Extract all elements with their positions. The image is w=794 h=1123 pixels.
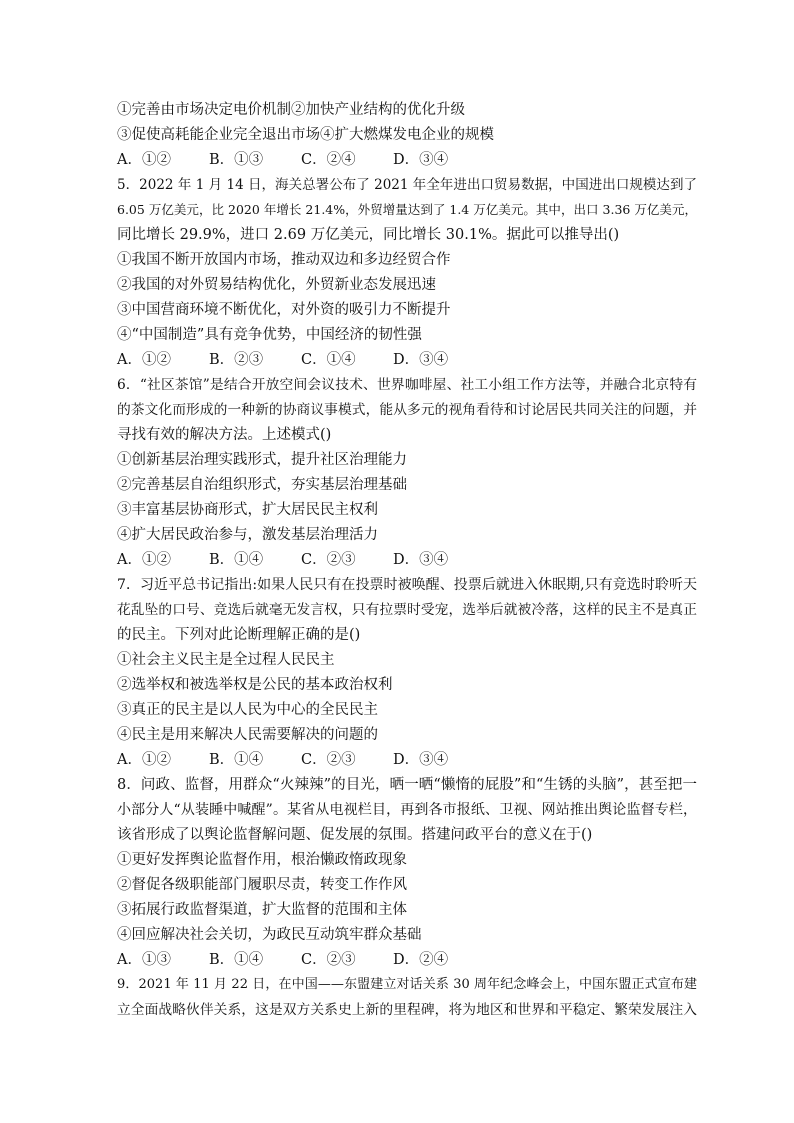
q5-item-4: ④“中国制造”具有竞争优势，中国经济的韧性强 (117, 327, 422, 343)
q5-option-a[interactable]: A．①② (117, 352, 171, 368)
q7-option-d[interactable]: D．③④ (393, 752, 449, 768)
q4-item-3-4: ③促使高耗能企业完全退出市场④扩大燃煤发电企业的规模 (117, 127, 494, 143)
q4-options (117, 150, 448, 172)
q7-option-b[interactable]: B．①④ (209, 752, 264, 768)
q4-option-d[interactable]: D．③④ (393, 152, 449, 168)
q5-option-c[interactable]: C．①④ (301, 352, 356, 368)
q5-options (117, 350, 448, 372)
q7-item-1: ①社会主义民主是全过程人民民主 (117, 652, 335, 668)
q4-option-a[interactable]: A．①② (117, 152, 171, 168)
q4-option-b[interactable]: B．①③ (209, 152, 264, 168)
q8-option-c[interactable]: C．②③ (301, 952, 356, 968)
q5-item-1: ①我国不断开放国内市场，推动双边和多边经贸合作 (117, 252, 451, 268)
q6-item-4: ④扩大居民政治参与，激发基层治理活力 (117, 527, 378, 543)
q4-item-1-2: ①完善由市场决定电价机制②加快产业结构的优化升级 (117, 102, 465, 118)
q8-item-4: ④回应解决社会关切，为政民互动筑牢群众基础 (117, 927, 422, 943)
q8-item-3: ③拓展行政监督渠道，扩大监督的范围和主体 (117, 902, 407, 918)
q7-item-3: ③真正的民主是以人民为中心的全民民主 (117, 702, 378, 718)
q8-stem-line-2: 小部分人“从装睡中喊醒”。某省从电视栏目，再到各市报纸、卫视、网站推出舆论监督专栏， (117, 802, 697, 818)
q6-option-d[interactable]: D．③④ (393, 552, 449, 568)
q6-options (117, 550, 448, 572)
q6-option-a[interactable]: A．①② (117, 552, 171, 568)
q7-item-2: ②选举权和被选举权是公民的基本政治权利 (117, 677, 393, 693)
q5-option-b[interactable]: B．②③ (209, 352, 264, 368)
q7-stem-line-3: 的民主。下列对此论断理解正确的是() (117, 627, 361, 643)
q6-stem-line-1: 6．“社区茶馆”是结合开放空间会议技术、世界咖啡屋、社工小组工作方法等，并融合北京特有 (117, 377, 697, 393)
q8-stem-line-1: 8．问政、监督，用群众“火辣辣”的目光，晒一晒“懒惰的屁股”和“生锈的头脑”，甚至把一 (117, 777, 697, 793)
q6-stem-line-3: 寻找有效的解决方法。上述模式() (117, 427, 332, 443)
q7-options (117, 750, 448, 772)
q6-item-1: ①创新基层治理实践形式，提升社区治理能力 (117, 452, 407, 468)
q8-option-d[interactable]: D．②④ (393, 952, 449, 968)
q5-stem-line-2: 6.05 万亿美元，比 2020 年增长 21.4%，外贸增量达到了 1.4 万亿美元。其中，出口 3.36 万亿美元， (117, 202, 697, 217)
q8-item-2: ②督促各级职能部门履职尽责，转变工作作风 (117, 877, 407, 893)
q5-stem-line-1: 5．2022 年 1 月 14 日，海关总署公布了 2021 年全年进出口贸易数据，中国进出口规模达到了 (117, 177, 697, 193)
q6-item-2: ②完善基层自治组织形式，夯实基层治理基础 (117, 477, 407, 493)
q8-options (117, 950, 448, 972)
q5-stem-line-3: 同比增长 29.9%，进口 2.69 万亿美元，同比增长 30.1%。据此可以推导出() (117, 227, 620, 243)
q7-stem-line-2: 花乱坠的口号、竞选后就毫无发言权，只有拉票时受宠，选举后就被冷落，这样的民主不是真正 (117, 602, 697, 618)
q8-stem-line-3: 该省形成了以舆论监督解问题、促发展的氛围。搭建问政平台的意义在于() (117, 827, 593, 843)
q8-item-1: ①更好发挥舆论监督作用，根治懒政惰政现象 (117, 852, 407, 868)
q6-item-3: ③丰富基层协商形式，扩大居民民主权利 (117, 502, 378, 518)
q6-stem-line-2: 的茶文化而形成的一种新的协商议事模式，能从多元的视角看待和讨论居民共同关注的问题，并 (117, 402, 697, 418)
q9-stem-line-1: 9．2021 年 11 月 22 日，在中国——东盟建立对话关系 30 周年纪念峰会上，中国东盟正式宣布建 (117, 977, 697, 992)
q5-item-3: ③中国营商环境不断优化，对外资的吸引力不断提升 (117, 302, 451, 318)
q4-option-c[interactable]: C．②④ (301, 152, 356, 168)
q5-item-2: ②我国的对外贸易结构优化，外贸新业态发展迅速 (117, 277, 436, 293)
q9-stem-line-2: 立全面战略伙伴关系，这是双方关系史上新的里程碑，将为地区和世界和平稳定、繁荣发展注入 (117, 1002, 697, 1018)
q6-option-b[interactable]: B．①④ (209, 552, 264, 568)
q8-option-b[interactable]: B．①④ (209, 952, 264, 968)
q7-option-a[interactable]: A．①② (117, 752, 171, 768)
q6-option-c[interactable]: C．②③ (301, 552, 356, 568)
q7-option-c[interactable]: C．②③ (301, 752, 356, 768)
q8-option-a[interactable]: A．①③ (117, 952, 171, 968)
q7-item-4: ④民主是用来解决人民需要解决的问题的 (117, 727, 378, 743)
q7-stem-line-1: 7．习近平总书记指出:如果人民只有在投票时被唤醒、投票后就进入休眠期,只有竞选时聆听天 (117, 577, 697, 593)
q5-option-d[interactable]: D．③④ (393, 352, 449, 368)
